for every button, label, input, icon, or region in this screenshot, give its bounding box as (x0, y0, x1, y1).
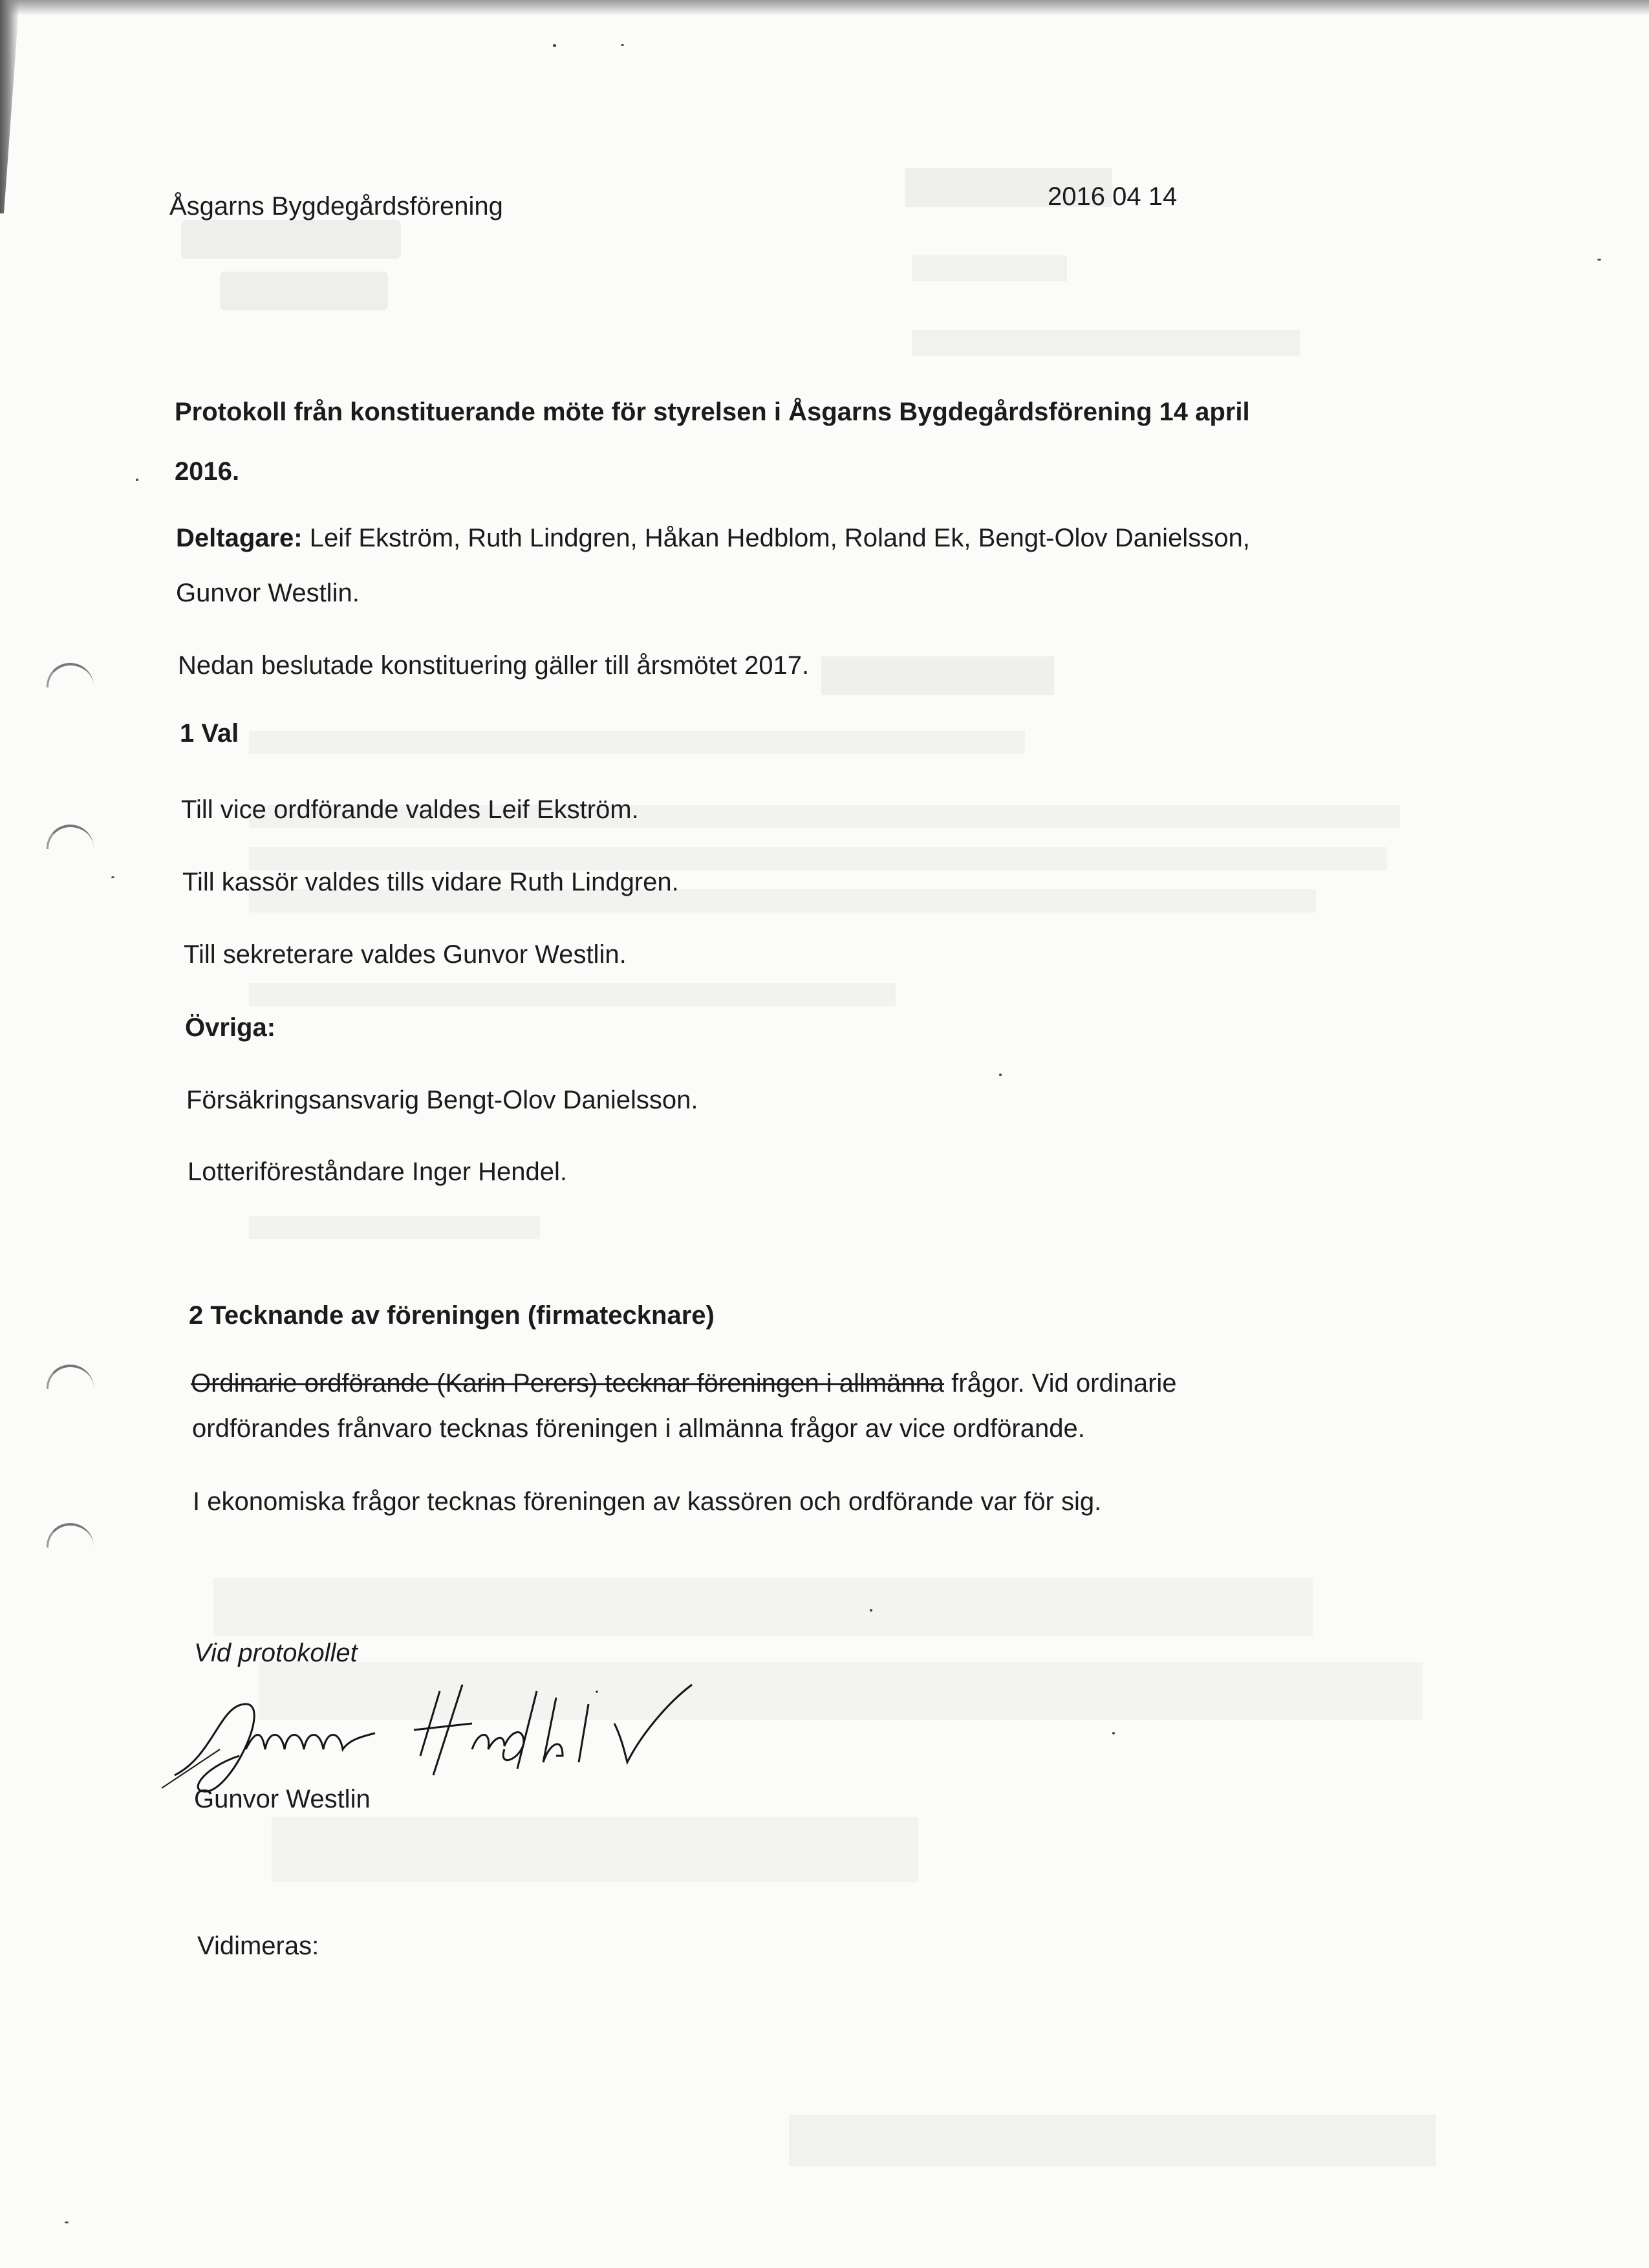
scan-speck (65, 2221, 69, 2223)
scan-speck (1597, 259, 1601, 261)
bleed-through-handwriting (272, 1817, 918, 1882)
punch-hole-mark (47, 1523, 94, 1548)
scan-speck (621, 44, 624, 46)
scan-speck (136, 479, 138, 481)
section1-item: Till kassör valdes tills vidare Ruth Lindgren. (182, 868, 679, 896)
folded-corner (0, 0, 19, 213)
signoff-label: Vid protokollet (194, 1639, 358, 1667)
bleed-through-subheading (821, 656, 1054, 695)
organization-name: Åsgarns Bygdegårdsförening (169, 192, 503, 221)
scan-edge-shadow (0, 0, 1649, 16)
bleed-through-footer (789, 2115, 1436, 2166)
participants-names: Leif Ekström, Ruth Lindgren, Håkan Hedblom, Roland Ek, Bengt-Olov Danielsson, (302, 524, 1250, 552)
section2-heading: 2 Tecknande av föreningen (firmatecknare) (189, 1301, 715, 1330)
bleed-through-logo-graphic (181, 213, 414, 323)
scan-speck (553, 44, 556, 47)
section2-paragraph1-line1 (191, 1368, 1177, 1399)
participants-label: Deltagare: (176, 524, 303, 552)
bleed-through-address (912, 330, 1300, 356)
other-item: Lotteriföreståndare Inger Hendel. (188, 1158, 568, 1186)
section2-paragraph2: I ekonomiska frågor tecknas föreningen av kassören och ordförande var för sig. (193, 1487, 1102, 1516)
section1-item: Till sekreterare valdes Gunvor Westlin. (184, 940, 627, 969)
bleed-through-handwriting (213, 1578, 1313, 1636)
other-item: Försäkringsansvarig Bengt-Olov Danielsson. (186, 1086, 698, 1114)
bleed-through-date (912, 255, 1067, 281)
attest-label: Vidimeras: (197, 1932, 319, 1960)
scan-speck (870, 1609, 872, 1612)
section1-item: Till vice ordförande valdes Leif Ekström. (181, 795, 639, 824)
bleed-through-paragraph (249, 1216, 540, 1239)
signatory-name: Gunvor Westlin (194, 1785, 371, 1813)
validity-statement: Nedan beslutade konstituering gäller till årsmötet 2017. (178, 651, 810, 680)
punch-hole-mark (47, 1365, 94, 1389)
document-title-line2: 2016. (175, 457, 240, 486)
participants-line2: Gunvor Westlin. (176, 579, 360, 607)
bleed-through-paragraph (249, 983, 896, 1006)
section2-paragraph1-rest: frågor. Vid ordinarie (944, 1369, 1177, 1398)
bleed-through-paragraph (249, 731, 1025, 754)
participants-line1 (176, 523, 1250, 554)
scan-speck (999, 1074, 1002, 1076)
punch-hole-mark (47, 825, 94, 849)
document-title-line1: Protokoll från konstituerande möte för styrelsen i Åsgarns Bygdegårdsförening 14 april (175, 398, 1250, 426)
scan-speck (1112, 1732, 1115, 1734)
scan-speck (111, 876, 114, 878)
section2-paragraph1-line2: ordförandes frånvaro tecknas föreningen i allmänna frågor av vice ordförande. (192, 1414, 1085, 1443)
other-heading: Övriga: (185, 1013, 276, 1042)
punch-hole-mark (47, 663, 94, 687)
section1-heading: 1 Val (180, 719, 239, 748)
document-date: 2016 04 14 (1048, 182, 1178, 211)
bleed-through-logo (181, 213, 414, 323)
struck-text: Ordinarie ordförande (Karin Perers) tecknar föreningen i allmänna (191, 1369, 945, 1398)
